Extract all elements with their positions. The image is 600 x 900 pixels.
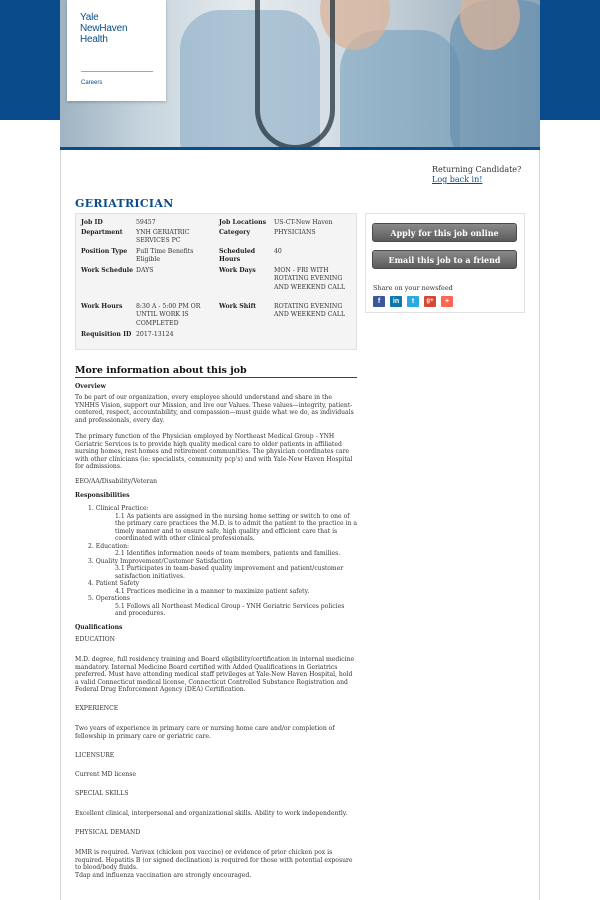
more-info-heading: More information about this job xyxy=(75,365,357,378)
apply-panel xyxy=(365,213,525,313)
physical-text: Tdap and influenza vaccination are strongly encouraged. xyxy=(75,872,252,879)
logo-card xyxy=(67,0,166,101)
licensure-text: Current MD license xyxy=(75,771,136,778)
facebook-icon[interactable]: f xyxy=(373,296,385,307)
stethoscope-graphic xyxy=(255,0,335,148)
list-item: 3. Quality Improvement/Customer Satisfaction xyxy=(88,557,233,565)
responsibilities-heading: Responsibilities xyxy=(75,492,130,499)
education-text: M.D. degree, full residency training and Board eligibility/certification in internal medicine mandatory. Internal Medicine Board certified with Added Qualifications in Geriatrics preferred. Must have attending medical staff privileges at Yale-New Haven Hospital, hold a valid Connecticut medical license, Connecticut Controlled Substance Registration and Federal Drug Enforcement Agency (DEA) Certification. xyxy=(75,656,355,693)
field-label: Work Schedule xyxy=(81,267,134,274)
field-value: 2017-13124 xyxy=(136,331,174,338)
ynhh-logo[interactable] xyxy=(80,12,127,45)
education-heading: EDUCATION xyxy=(75,636,115,643)
responsibilities-list xyxy=(75,505,357,618)
list-subitem: 1.1 As patients are assigned in the nursing home setting or switch to one of the primary care practices the M.D. is to admit the patient to the practice in a timely manner and to ensure safe, high quality and efficient care that is coordinated with other clinical professionals. xyxy=(115,512,357,542)
returning-candidate xyxy=(432,165,521,185)
overview-paragraph: The primary function of the Physician employed by Northeast Medical Group - YNH Geriatric Services is to provide high quality medical care to older patients in affiliated nursing homes, rest homes and retirement communities. The physician coordinates care with other clinicians (ie: specialists, community pcp's) and with Yale-New Haven Hospital for admissions. xyxy=(75,433,353,470)
list-item: 2. Education: xyxy=(88,542,130,550)
field-value: 8:30 A - 5:00 PM OR UNTIL WORK IS COMPLETED xyxy=(136,303,201,327)
list-item: 1. Clinical Practice: xyxy=(88,505,149,512)
logo-text-line: Health xyxy=(80,34,108,45)
field-value: YNH GERIATRIC SERVICES PC xyxy=(136,229,190,245)
careers-link[interactable]: Careers xyxy=(81,80,103,86)
field-label: Category xyxy=(219,229,251,236)
list-item: 5. Operations xyxy=(88,595,130,602)
skills-text: Excellent clinical, interpersonal and organizational skills. Ability to work independently. xyxy=(75,810,348,817)
experience-heading: EXPERIENCE xyxy=(75,705,119,712)
field-value: Full Time Benefits Eligible xyxy=(136,248,194,264)
share-label: Share on your newsfeed xyxy=(373,284,453,292)
field-value: PHYSICIANS xyxy=(274,229,316,236)
overview-heading: Overview xyxy=(75,383,106,390)
experience-text: Two years of experience in primary care or nursing home care and/or completion of fellowship in primary care or geriatric care. xyxy=(75,725,335,740)
twitter-icon[interactable]: t xyxy=(407,296,419,307)
physical-text: MMR is required. Varivax (chicken pox vaccine) or evidence of prior chicken pox is required. Hepatitis B (or signed declination) is required for those with potential exposure to blood/body fluids. xyxy=(75,849,353,871)
list-item: 4. Patient Safety xyxy=(88,580,140,587)
field-label: Requisition ID xyxy=(81,331,132,338)
hero-divider xyxy=(60,147,540,150)
field-label: Job Locations xyxy=(219,219,267,226)
logo-divider xyxy=(81,71,153,72)
apply-online-button[interactable]: Apply for this job online xyxy=(372,223,517,242)
logo-text-line: NewHaven xyxy=(80,23,128,34)
field-label: Work Hours xyxy=(81,303,123,310)
field-label: Work Days xyxy=(219,267,256,274)
logo-text-line: Yale xyxy=(80,12,99,23)
field-value: MON - FRI WITH ROTATING EVENING AND WEEKEND CALL xyxy=(274,267,346,291)
field-label: Department xyxy=(81,229,123,236)
field-value: ROTATING EVENING AND WEEKEND CALL xyxy=(274,303,346,319)
field-label: Job ID xyxy=(81,219,103,226)
email-friend-button[interactable]: Email this job to a friend xyxy=(372,250,517,269)
job-info-table xyxy=(75,213,357,350)
skills-heading: SPECIAL SKILLS xyxy=(75,790,129,797)
linkedin-icon[interactable]: in xyxy=(390,296,402,307)
list-subitem: 5.1 Follows all Northeast Medical Group - YNH Geriatric Services policies and procedures. xyxy=(115,602,345,617)
physical-heading: PHYSICAL DEMAND xyxy=(75,829,141,836)
log-back-in-link[interactable]: Log back in! xyxy=(432,175,483,184)
returning-prompt: Returning Candidate? xyxy=(432,165,522,174)
google-plus-icon[interactable]: g+ xyxy=(424,296,436,307)
field-value: US-CT-New Haven xyxy=(274,219,333,226)
field-value: DAYS xyxy=(136,267,154,274)
field-value: 59457 xyxy=(136,219,156,226)
list-subitem: 4.1 Practices medicine in a manner to maximize patient safety. xyxy=(115,587,310,595)
field-value: 40 xyxy=(274,248,282,255)
job-title: GERIATRICIAN xyxy=(75,197,174,210)
addthis-share-icon[interactable]: + xyxy=(441,296,453,307)
field-label: Position Type xyxy=(81,248,128,255)
list-subitem: 2.1 Identifies information needs of team members, patients and families. xyxy=(115,550,341,557)
list-subitem: 3.1 Participates in team-based quality improvement and patient/customer satisfaction initiatives. xyxy=(115,565,344,580)
qualifications-heading: Qualifications xyxy=(75,624,123,631)
overview-paragraph: To be part of our organization, every employee should understand and share in the YNHHS Vision, support our Mission, and live our Values. These values—integrity, patient-centered, respect, accountability, and compassion—must guide what we do, as individuals and professionals, every day. xyxy=(75,394,354,424)
eeo-statement: EEO/AA/Disability/Veteran xyxy=(75,478,158,485)
field-label: Work Shift xyxy=(219,303,257,310)
licensure-heading: LICENSURE xyxy=(75,752,115,759)
field-label: Scheduled Hours xyxy=(219,248,256,264)
